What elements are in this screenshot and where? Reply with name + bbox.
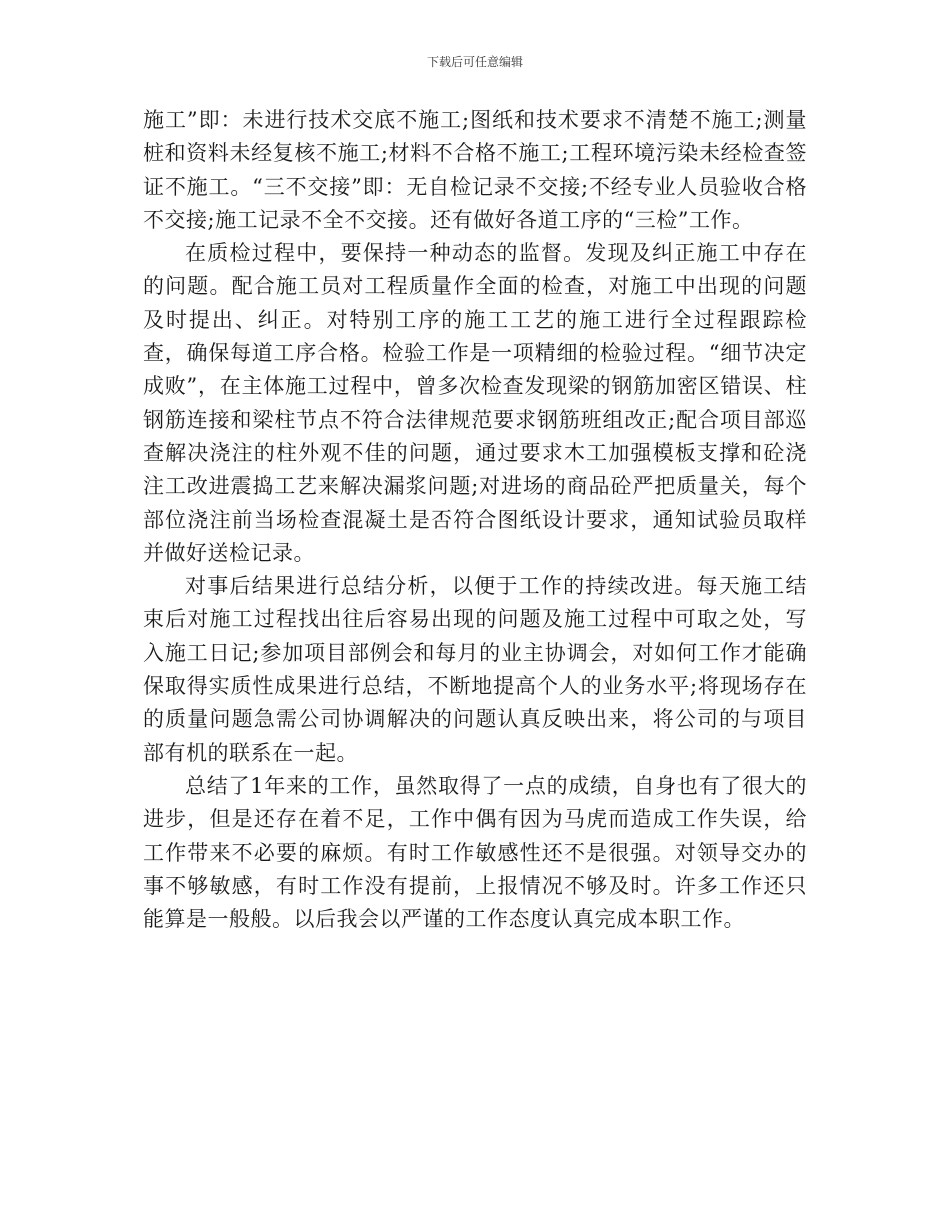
paragraph-continuation: 施工”即：未进行技术交底不施工;图纸和技术要求不清楚不施工;测量桩和资料未经复核不施工;材料不合格不施工;工程环境污染未经检查签证不施工。“三不交接”即：无自检记录不交接;不经专业人员验收合格不交接;施工记录不全不交接。还有做好各道工序的“三检”工作。 (143, 108, 807, 232)
paragraph-year-summary: 总结了1年来的工作，虽然取得了一点的成绩，自身也有了很大的进步，但是还存在着不足，工作中偶有因为马虎而造成工作失误，给工作带来不必要的麻烦。有时工作敏感性还不是很强。对领导交办的事不够敏感，有时工作没有提前，上报情况不够及时。许多工作还只能算是一般般。以后我会以严谨的工作态度认真完成本职工作。 (143, 773, 807, 932)
page-header: 下载后可任意编辑 (426, 55, 523, 69)
paragraph-quality-inspection: 在质检过程中，要保持一种动态的监督。发现及纠正施工中存在的问题。配合施工员对工程质量作全面的检查，对施工中出现的问题及时提出、纠正。对特别工序的施工工艺的施工进行全过程跟踪检查，确保每道工序合格。检验工作是一项精细的检验过程。“细节决定成败”，在主体施工过程中，曾多次检查发现梁的钢筋加密区错误、柱钢筋连接和梁柱节点不符合法律规范要求钢筋班组改正;配合项目部巡查解决浇注的柱外观不佳的问题，通过要求木工加强模板支撑和砼浇注工改进震捣工艺来解决漏浆问题;对进场的商品砼严把质量关，每个部位浇注前当场检查混凝土是否符合图纸设计要求，通知试验员取样并做好送检记录。 (143, 241, 807, 565)
document-body (143, 104, 807, 936)
paragraph-post-analysis: 对事后结果进行总结分析，以便于工作的持续改进。每天施工结束后对施工过程找出往后容易出现的问题及施工过程中可取之处，写入施工日记;参加项目部例会和每月的业主协调会，对如何工作才能确保取得实质性成果进行总结，不断地提高个人的业务水平;将现场存在的质量问题急需公司协调解决的问题认真反映出来，将公司的与项目部有机的联系在一起。 (143, 574, 807, 765)
